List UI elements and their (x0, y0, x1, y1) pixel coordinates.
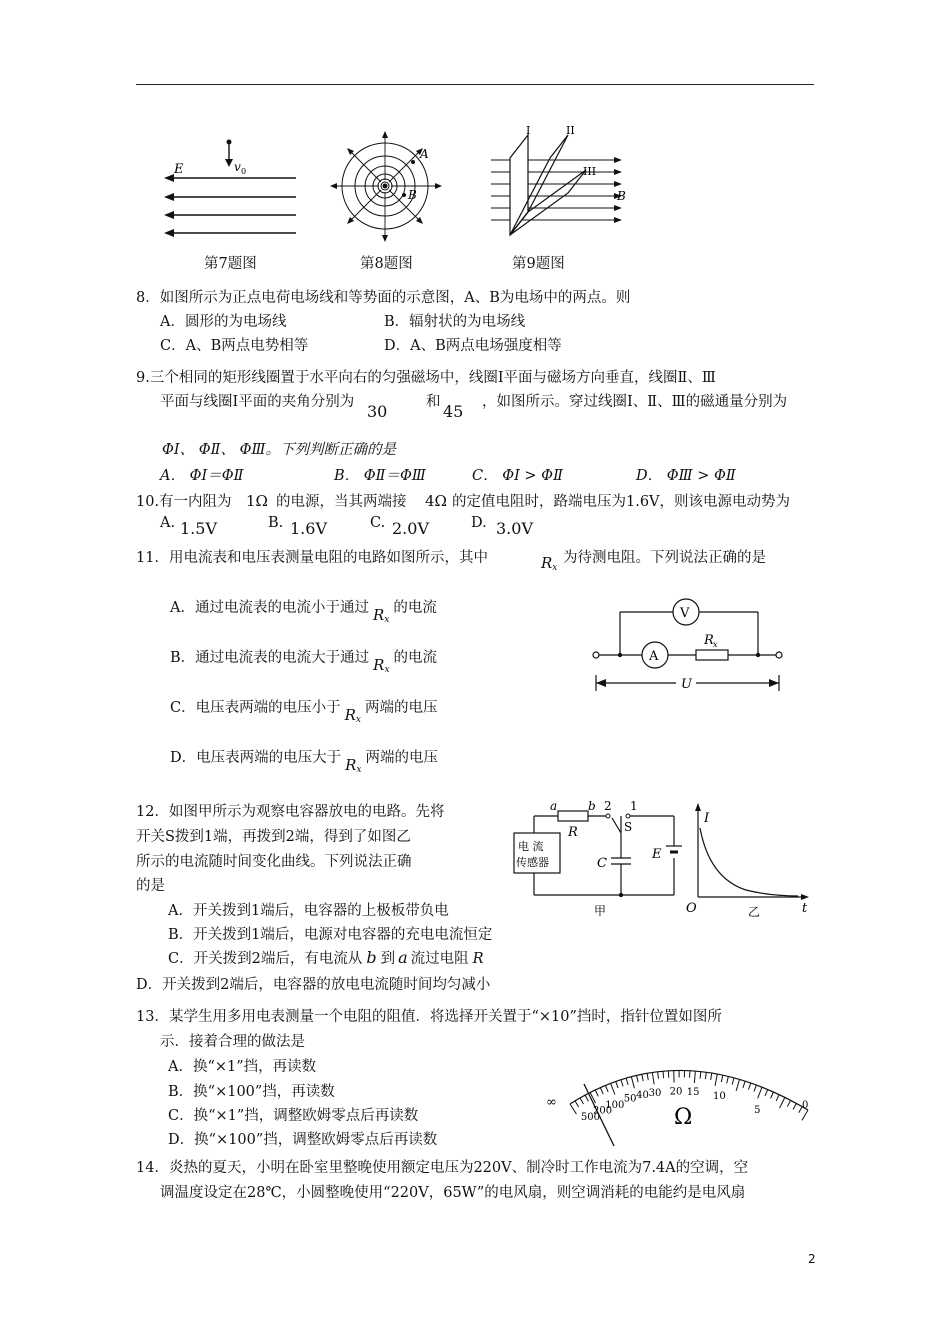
dial-tick (700, 1072, 701, 1079)
dial-label: 100 (605, 1099, 625, 1111)
fig7-label-v-sub: 0 (241, 167, 247, 176)
dial-tick (771, 1092, 774, 1098)
q8-option-b: B．辐射状的为电场线 (384, 314, 526, 330)
q13-option-d: D．换“×100”挡，调整欧姆零点后再读数 (168, 1132, 438, 1148)
dial-tick (765, 1090, 768, 1096)
q12-line2: 开关S拨到1端，再拨到2端，得到了如图乙 (136, 829, 411, 845)
q11-option-a-rx: $R_x$ (372, 606, 390, 625)
dial-tick (793, 1103, 796, 1109)
q11-stem-b: 为待测电阻。下列说法正确的是 (563, 550, 766, 566)
q12-option-c-a: a (398, 948, 408, 967)
dial-label: 50 (623, 1093, 637, 1105)
q12-fig-1: 1 (630, 800, 638, 813)
q12-option-c-r: R (472, 951, 484, 967)
q12-fig-r: R (568, 825, 578, 840)
q10-r1: 1Ω (246, 492, 268, 510)
q12-graph-t: t (802, 901, 808, 916)
dial-tick (721, 1075, 722, 1082)
dial-label: 20 (669, 1086, 683, 1098)
fig7-label-e: E (174, 162, 184, 177)
dial-label: 30 (648, 1088, 662, 1100)
dial-tick (727, 1076, 729, 1083)
page-number: 2 (808, 1252, 816, 1266)
q11-fig-a: A (649, 649, 659, 664)
q12-circuit-figure-jia (508, 800, 688, 920)
q10-stem-b: 的电源，当其两端接 (276, 494, 407, 510)
q9-stem-line1: 9.三个相同的矩形线圈置于水平向右的匀强磁场中，线圈Ⅰ平面与磁场方向垂直，线圈Ⅱ、Ⅲ (136, 370, 716, 386)
q11-fig-rx-sub: x (713, 640, 718, 649)
q11-option-c-rx: $R_x$ (344, 706, 361, 725)
dial-tick (652, 1072, 654, 1084)
fig7-caption: 第7题图 (204, 256, 257, 272)
figure-9 (486, 120, 631, 245)
q9-option-d: D． ΦⅢ > ΦⅡ (636, 468, 736, 484)
q9-option-b: B． ΦⅡ＝ΦⅢ (334, 468, 426, 484)
q11-option-b: B．通过电流表的电流大于通过 $R_x$的电流 (170, 650, 438, 675)
q9-option-a: A． ΦⅠ＝ΦⅡ (160, 468, 244, 484)
dial-tick (743, 1081, 745, 1088)
dial-tick (575, 1101, 579, 1107)
dial-label: 15 (686, 1087, 700, 1099)
q9-stem2c: ，如图所示。穿过线圈Ⅰ、Ⅱ、Ⅲ的磁通量分别为 (482, 394, 788, 410)
q14-line1: 14．炎热的夏天，小明在卧室里整晚使用额定电压为220V、制冷时工作电流为7.4A的空调，空 (136, 1160, 749, 1176)
q11-option-d: D．电压表两端的电压大于 $R_x$两端的电压 (170, 750, 438, 775)
q12-option-c: C．开关拨到2端后，有电流从 b 到 a 流过电阻 R (168, 948, 484, 967)
q8-option-c: C．A、B两点电势相等 (160, 338, 309, 354)
q10-option-a: 1.5V (180, 519, 217, 538)
fig9-label-1: I (526, 124, 531, 137)
figure-8 (328, 130, 446, 248)
q11-stem-a: 11．用电流表和电压表测量电阻的电路如图所示，其中 (136, 550, 488, 566)
q12-line3: 所示的电流随时间变化曲线。下列说法正确 (136, 854, 412, 870)
dial-tick (754, 1085, 756, 1092)
dial-tick (611, 1083, 615, 1094)
q10-option-c-label: C. (370, 515, 386, 531)
figure-7 (160, 135, 305, 245)
q12-option-a: A．开关拨到1端后，电容器的上极板带负电 (168, 903, 449, 919)
dial-tick (626, 1078, 628, 1085)
q11-option-c: C．电压表两端的电压小于 $R_x$两端的电压 (170, 700, 438, 725)
q11-circuit-figure (588, 595, 788, 695)
dial-tick (776, 1095, 779, 1101)
q10-option-d: 3.0V (496, 519, 533, 538)
q13-line2: 示．接着合理的做法是 (160, 1034, 305, 1050)
q10-option-b-label: B. (268, 515, 284, 531)
q11-fig-rx: R (704, 633, 714, 648)
dial-label: ∞ (546, 1095, 557, 1110)
q12-fig-sensor-line1: 电 流 (518, 840, 544, 853)
q12-current-graph-yi (686, 800, 816, 920)
dial-tick (705, 1072, 706, 1079)
q12-fig-jia: 甲 (594, 904, 607, 918)
dial-tick (580, 1098, 583, 1104)
dial-tick (631, 1077, 634, 1089)
fig8-label-a: A (420, 147, 429, 161)
dial-tick (748, 1083, 750, 1090)
fig8-label-b: B (408, 188, 417, 202)
dial-label: 5 (754, 1104, 761, 1116)
dial-tick (642, 1074, 643, 1081)
q9-stem2a: 平面与线圈Ⅰ平面的夹角分别为 (160, 394, 355, 410)
q11-rx: $R_x$ (541, 554, 558, 573)
q8-option-a: A．圆形的为电场线 (160, 314, 287, 330)
dial-tick (616, 1081, 618, 1088)
q12-option-b: B．开关拨到1端后，电源对电容器的充电电流恒定 (168, 927, 493, 943)
dial-tick (787, 1100, 790, 1106)
dial-tick (570, 1104, 576, 1114)
fig9-caption: 第9题图 (512, 256, 565, 272)
q10-stem-a: 10.有一内阻为 (136, 494, 232, 510)
dial-label: 200 (593, 1105, 613, 1117)
q10-option-c: 2.0V (392, 519, 429, 538)
q13-line1: 13．某学生用多用电表测量一个电阻的阻值．将选择开关置于“×10”挡时，指针位置如图所 (136, 1009, 722, 1025)
fig9-label-b: B (617, 189, 626, 203)
fig9-label-3: III (583, 165, 597, 178)
fig7-label-v: v (234, 160, 241, 174)
q10-option-a-label: A. (160, 515, 176, 531)
q12-fig-a: a (550, 800, 558, 813)
dial-tick (758, 1087, 762, 1098)
dial-tick (736, 1079, 739, 1091)
dial-label: 40 (636, 1090, 649, 1102)
dial-tick (658, 1072, 659, 1079)
q12-fig-s: S (624, 820, 633, 834)
q13-ohmmeter-dial (540, 1024, 820, 1154)
q9-stem-line3: ΦⅠ、 ΦⅡ、 ΦⅢ。下列判断正确的是 (162, 442, 396, 458)
top-rule (136, 84, 814, 85)
q12-graph-o: O (686, 901, 697, 916)
q12-fig-c: C (597, 856, 607, 871)
q11-fig-u: U (681, 677, 692, 692)
fig8-caption: 第8题图 (360, 256, 413, 272)
q12-graph-i: I (704, 811, 710, 826)
dial-tick (621, 1080, 623, 1087)
dial-tick (780, 1097, 785, 1108)
q13-option-b: B．换“×100”挡，再读数 (168, 1084, 335, 1100)
q11-option-a: A．通过电流表的电流小于通过 $R_x$的电流 (170, 600, 437, 625)
q12-line1: 12．如图甲所示为观察电容器放电的电路。先将 (136, 804, 445, 820)
q9-angle1: 30 (367, 402, 388, 421)
dial-label: 0 (802, 1100, 809, 1111)
q9-stem2b: 和 (426, 394, 441, 410)
q11-fig-v: V (680, 606, 690, 621)
q13-option-c: C．换“×1”挡，调整欧姆零点后再读数 (168, 1108, 419, 1124)
q14-line2: 调温度设定在28℃，小圆整晚使用“220V，65W”的电风扇，则空调消耗的电能约是电风扇 (160, 1185, 746, 1201)
dial-tick (732, 1078, 734, 1085)
dial-label: 10 (713, 1091, 726, 1103)
dial-tick (600, 1088, 603, 1094)
q10-r2: 4Ω (425, 492, 447, 510)
q8-option-d: D．A、B两点电场强度相等 (384, 338, 562, 354)
dial-tick (663, 1071, 664, 1078)
q12-line4: 的是 (136, 878, 165, 894)
dial-label: 500 (580, 1111, 600, 1123)
q12-graph-yi: 乙 (748, 905, 761, 919)
q13-unit: Ω (674, 1105, 693, 1130)
fig9-label-2: II (566, 124, 575, 137)
dial-tick (715, 1074, 717, 1086)
q8-stem: 8．如图所示为正点电荷电场线和等势面的示意图，A、B为电场中的两点。则 (136, 290, 631, 306)
dial-tick (637, 1075, 639, 1082)
q12-fig-b: b (588, 800, 596, 813)
q9-option-c: C． ΦⅠ > ΦⅡ (472, 468, 563, 484)
dial-tick (605, 1085, 608, 1091)
q9-angle2: 45 (443, 402, 464, 421)
dial-tick (585, 1095, 588, 1101)
q11-option-d-rx: $R_x$ (345, 756, 362, 775)
dial-tick (711, 1073, 712, 1080)
q12-option-c-b: b (366, 948, 377, 967)
q10-option-d-label: D. (471, 515, 487, 531)
q12-fig-2: 2 (604, 800, 612, 813)
q11-option-b-rx: $R_x$ (373, 656, 390, 675)
q12-fig-e: E (652, 847, 662, 862)
q10-stem-c: 的定值电阻时，路端电压为1.6V，则该电源电动势为 (452, 494, 791, 510)
dial-tick (595, 1090, 598, 1096)
q10-option-b: 1.6V (290, 519, 327, 538)
dial-tick (802, 1110, 808, 1120)
q12-fig-sensor-line2: 传感器 (516, 856, 549, 869)
q13-option-a: A．换“×1”挡，再读数 (168, 1059, 317, 1075)
dial-tick (647, 1073, 648, 1080)
dial-tick (694, 1071, 695, 1083)
q12-option-d: D．开关拨到2端后，电容器的放电电流随时间均匀减小 (136, 977, 491, 993)
